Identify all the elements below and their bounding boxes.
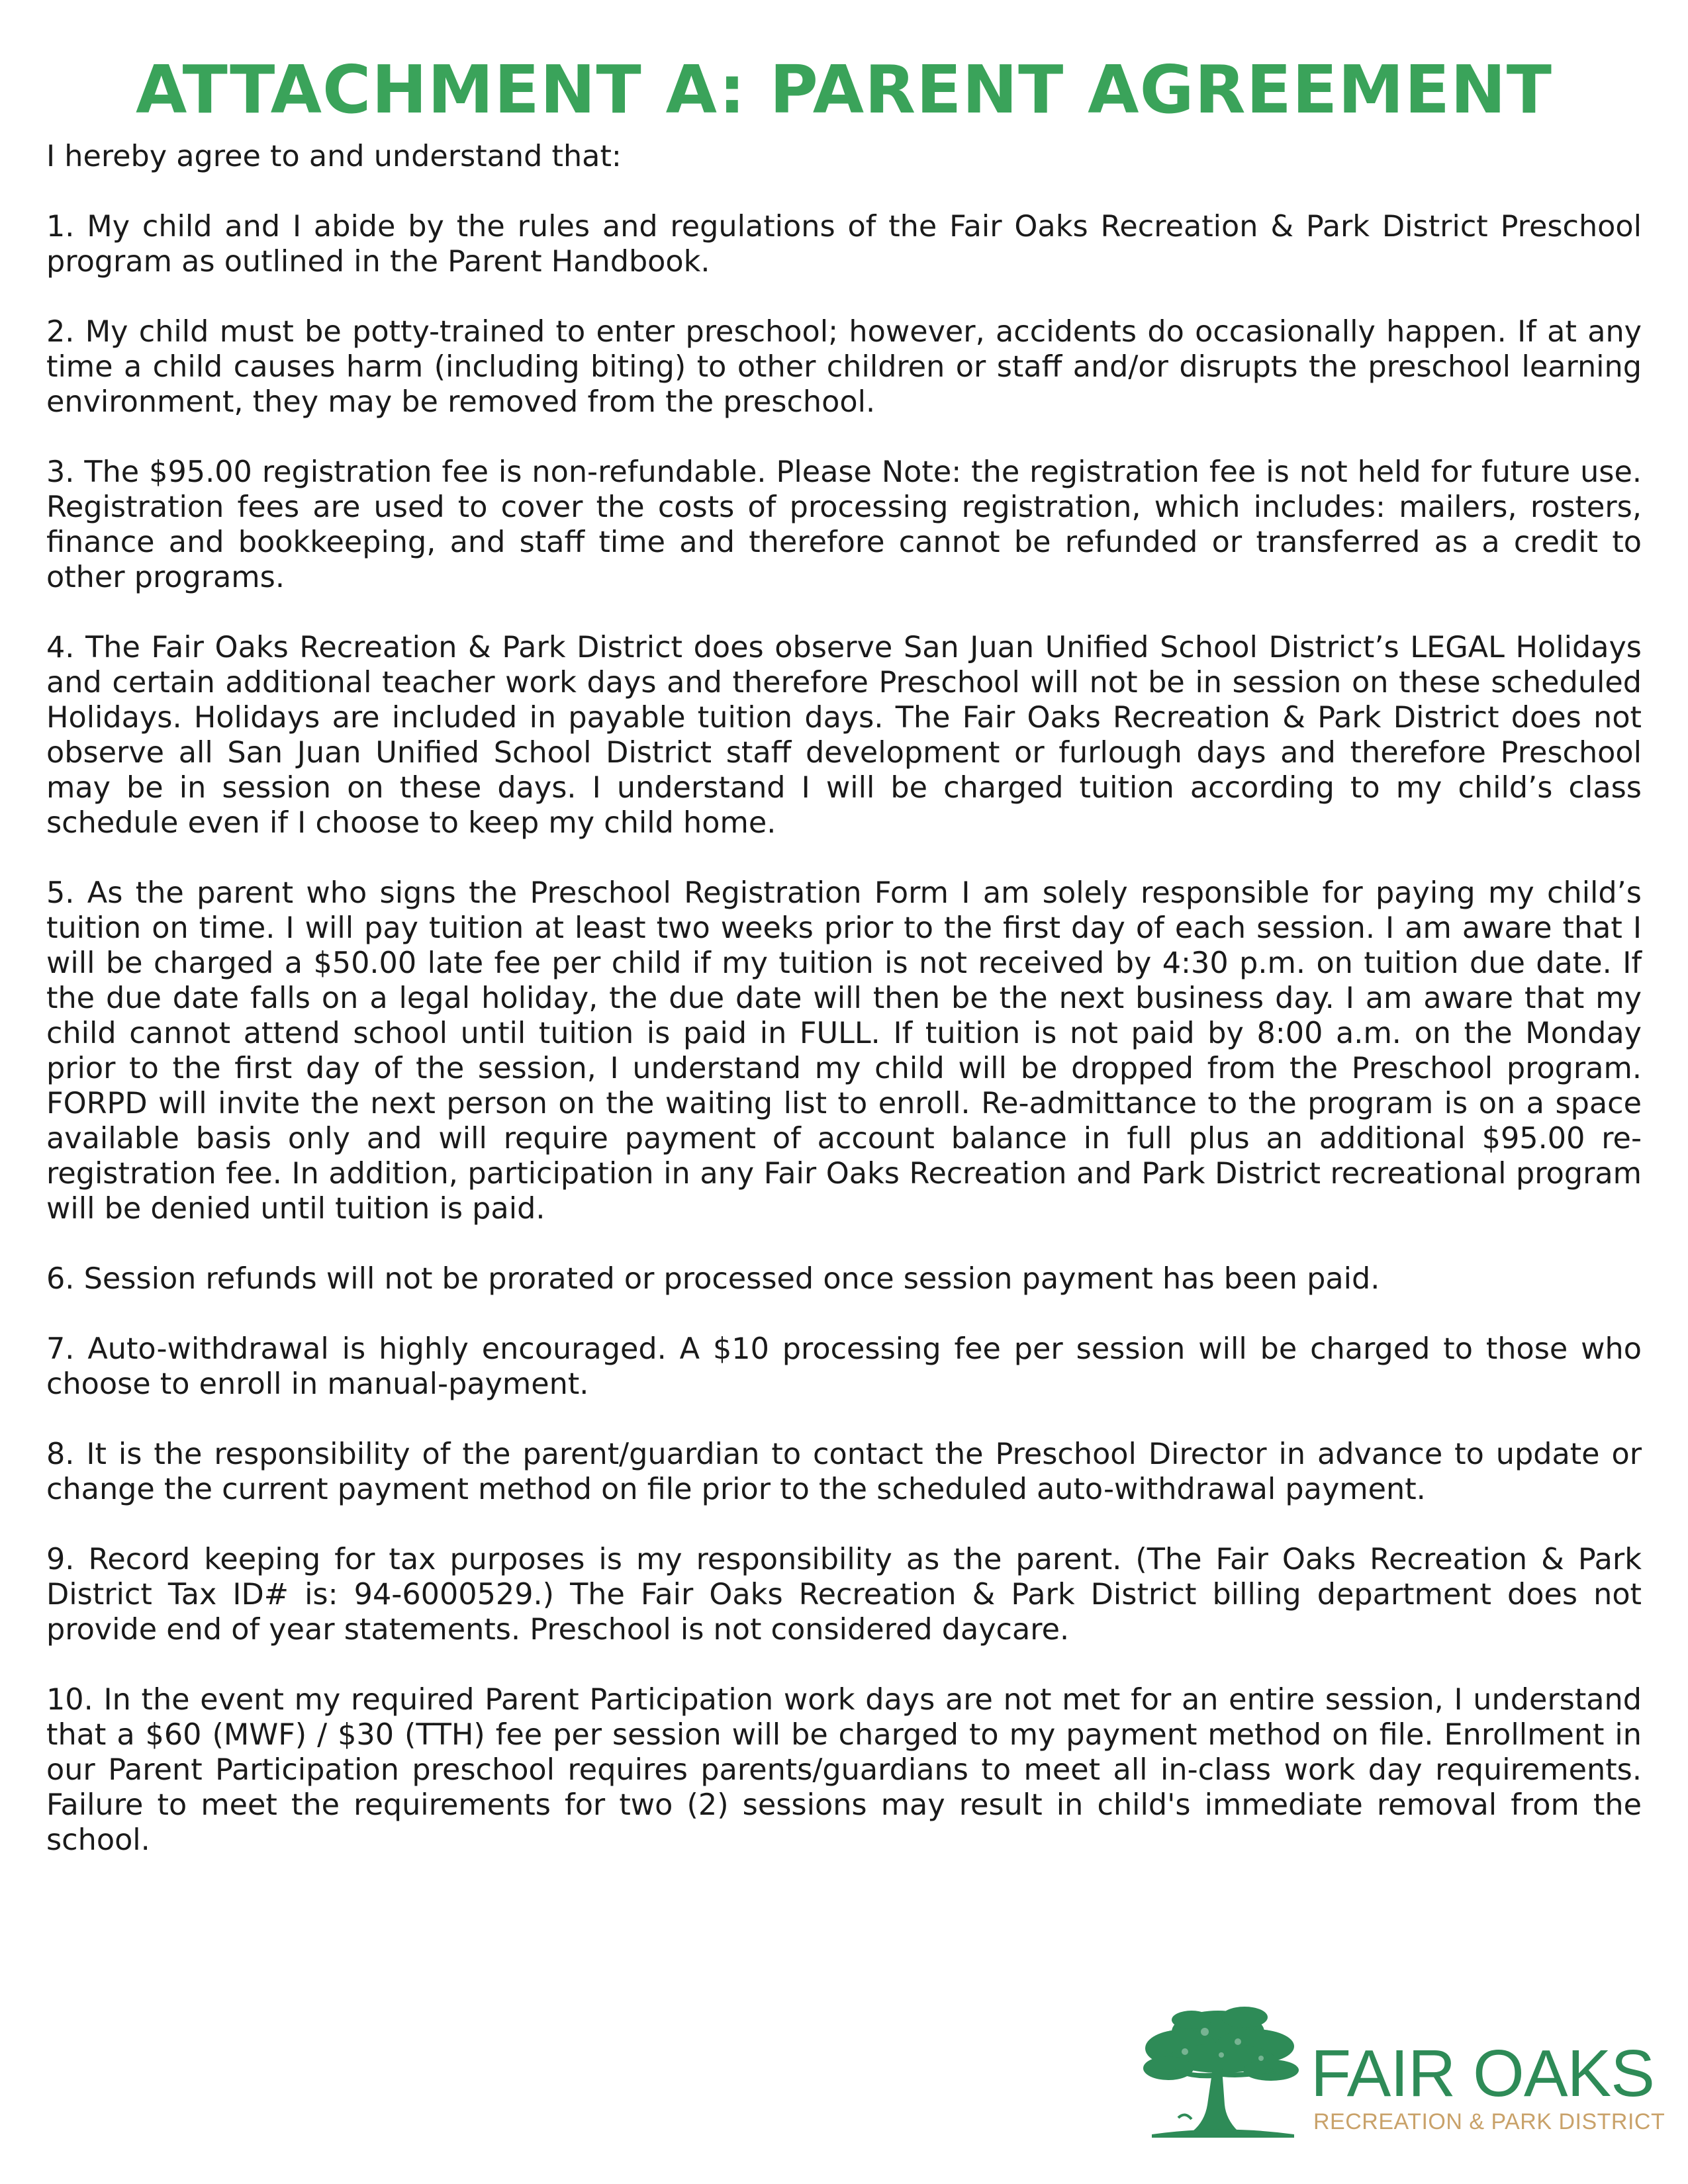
clause-2: 2. My child must be potty-trained to enter preschool; however, accidents do occasionally happen. If at any time a child causes harm (including biting) to other children or staff and/or disrupts the preschool learning environment, they may be removed from the preschool. bbox=[46, 315, 1642, 419]
page-title: ATTACHMENT A: PARENT AGREEMENT bbox=[135, 51, 1552, 128]
clause-10: 10. In the event my required Parent Participation work days are not met for an entire session, I understand that a $60 (MWF) / $30 (TTH) fee per session will be charged to my payment method on file. Enrollment in our Parent Participation preschool requires parents/guardians to meet all in-class work day requirements. Failure to meet the requirements for two (2) sessions may result in child's immediate removal from the school. bbox=[46, 1683, 1642, 1857]
clause-7: 7. Auto-withdrawal is highly encouraged. A $10 processing fee per session will be charged to those who choose to enroll in manual-payment. bbox=[46, 1332, 1642, 1401]
agreement-body bbox=[46, 139, 1642, 1893]
clause-4: 4. The Fair Oaks Recreation & Park District does observe San Juan Unified School District’s LEGAL Holidays and certain additional teacher work days and therefore Preschool will not be in session on these scheduled Holidays. Holidays are included in payable tuition days. The Fair Oaks Recreation & Park District does not observe all San Juan Unified School District staff development or furlough days and therefore Preschool may be in session on these days. I understand I will be charged tuition according to my child’s class schedule even if I choose to keep my child home. bbox=[46, 631, 1642, 840]
clause-1: 1. My child and I abide by the rules and regulations of the Fair Oaks Recreation & Park District Preschool program as outlined in the Parent Handbook. bbox=[46, 210, 1642, 279]
clause-5: 5. As the parent who signs the Preschool Registration Form I am solely responsible for paying my child’s tuition on time. I will pay tuition at least two weeks prior to the first day of each session. I am aware that I will be charged a $50.00 late fee per child if my tuition is not received by 4:30 p.m. on tuition due date. If the due date falls on a legal holiday, the due date will then be the next business day. I am aware that my child cannot attend school until tuition is paid in FULL. If tuition is not paid by 8:00 a.m. on the Monday prior to the first day of the session, I understand my child will be dropped from the Preschool program. FORPD will invite the next person on the waiting list to enroll. Re-admittance to the program is on a space available basis only and will require payment of account balance in full plus an additional $95.00 re-registration fee. In addition, participation in any Fair Oaks Recreation and Park District recreational program will be denied until tuition is paid. bbox=[46, 876, 1642, 1226]
oak-tree-icon bbox=[1139, 2005, 1304, 2144]
clause-3: 3. The $95.00 registration fee is non-refundable. Please Note: the registration fee is not held for future use. Registration fees are used to cover the costs of processing registration, which includes: mailers, rosters, finance and bookkeeping, and staff time and therefore cannot be refunded or transferred as a credit to other programs. bbox=[46, 455, 1642, 594]
clause-9: 9. Record keeping for tax purposes is my responsibility as the parent. (The Fair Oaks Recreation & Park District Tax ID# is: 94-6000529.) The Fair Oaks Recreation & Park District billing department does not provide end of year statements. Preschool is not considered daycare. bbox=[46, 1543, 1642, 1647]
logo-subtitle: RECREATION & PARK DISTRICT bbox=[1313, 2109, 1665, 2134]
logo-name: FAIR OAKS bbox=[1311, 2036, 1654, 2111]
clause-8: 8. It is the responsibility of the parent/guardian to contact the Preschool Director in advance to update or change the current payment method on file prior to the scheduled auto-withdrawal payment. bbox=[46, 1437, 1642, 1506]
clause-6: 6. Session refunds will not be prorated or processed once session payment has been paid. bbox=[46, 1262, 1380, 1296]
agreement-intro: I hereby agree to and understand that: bbox=[46, 140, 622, 173]
fair-oaks-logo bbox=[1139, 2005, 1665, 2144]
